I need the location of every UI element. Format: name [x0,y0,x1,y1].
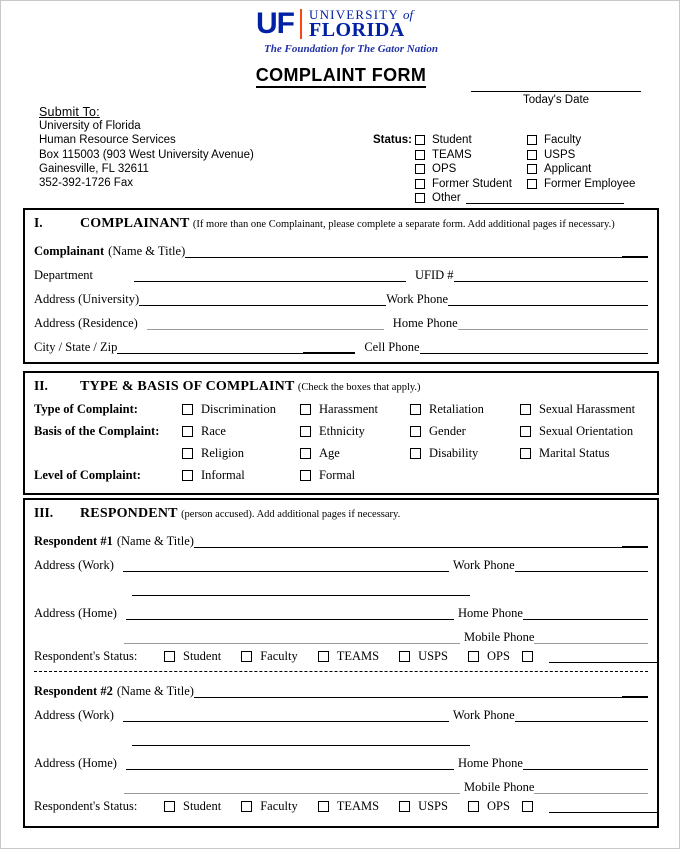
checkbox-icon[interactable] [527,150,537,160]
respondent2-status-checkbox-ops[interactable] [468,799,510,814]
field-row-respondent2-work-address [34,699,648,723]
complainant-name-sublabel: (Name & Title) [108,244,186,258]
checkbox-icon[interactable] [522,651,533,662]
section-1-number: I. [34,215,43,230]
status-checkbox-ops[interactable] [415,163,527,175]
checkbox-icon[interactable] [182,470,193,481]
section-1-title: COMPLAINANT [80,216,190,231]
work-phone-label: Work Phone [386,292,449,306]
checkbox-discrimination[interactable] [182,402,300,417]
field-row-respondent2-mobile [34,771,648,795]
checkbox-icon[interactable] [520,448,531,459]
address-university-label: Address (University) [34,292,140,306]
respondent2-work-address-label: Address (Work) [34,708,114,722]
checkbox-label: Disability [429,445,479,460]
respondent1-status-row [34,645,648,668]
respondent1-name-sublabel: (Name & Title) [116,534,194,548]
respondent1-home-address-label: Address (Home) [34,606,117,620]
status-option-label: Student [432,134,472,147]
respondent1-work-address-label: Address (Work) [34,558,114,572]
status-checkbox-former-employee[interactable] [527,178,635,190]
home-phone-input-line[interactable] [458,316,648,330]
field-row-city-state-zip [34,331,648,355]
status-checkbox-applicant[interactable] [527,163,591,175]
respondent1-status-checkbox-faculty[interactable] [241,649,298,664]
status-other-input-line[interactable] [466,192,624,204]
checkbox-icon[interactable] [300,448,311,459]
respondent1-work-address-input-line-2[interactable] [132,582,470,596]
checkbox-icon[interactable] [520,404,531,415]
uf-logo-row [256,7,446,41]
checkbox-icon[interactable] [415,179,425,189]
checkbox-label: Faculty [260,799,298,813]
status-group [373,133,635,206]
checkbox-icon[interactable] [300,404,311,415]
section-respondent [23,498,659,828]
checkbox-label: Formal [319,467,356,482]
checkbox-icon[interactable] [415,135,425,145]
submit-to-line: Human Resource Services [39,134,176,147]
section-2-heading [34,378,648,395]
respondent1-status-other-input-line[interactable] [549,651,659,663]
respondent1-home-phone-input-line[interactable] [523,606,648,620]
department-label: Department [34,268,94,282]
ufid-label: UFID # [415,268,454,282]
checkbox-icon[interactable] [522,801,533,812]
checkbox-label: TEAMS [336,799,380,813]
checkbox-ethnicity[interactable] [300,424,410,439]
respondent1-work-phone-input-line[interactable] [515,558,648,572]
field-row-address-residence [34,307,648,331]
section-2-note: (Check the boxes that apply.) [297,382,421,393]
status-option-label: Applicant [544,163,592,176]
respondent2-name-input-line-end[interactable] [622,683,648,698]
checkbox-icon[interactable] [527,179,537,189]
status-row [415,177,635,192]
checkbox-label: OPS [486,649,510,663]
field-row-respondent2-work-address-2 [34,723,648,747]
status-option-label: Former Student [432,177,512,190]
checkbox-icon[interactable] [410,426,421,437]
checkbox-label: OPS [486,799,510,813]
respondent1-status-checkbox-ops[interactable] [468,649,510,664]
field-row-respondent1-work-address [34,549,648,573]
page-title [1,65,680,86]
status-row [415,148,635,163]
section-2-title: TYPE & BASIS OF COMPLAINT [80,379,295,394]
checkbox-label: USPS [418,799,448,813]
checkbox-icon[interactable] [410,404,421,415]
checkbox-icon[interactable] [318,651,329,662]
checkbox-informal[interactable] [182,468,300,483]
checkbox-label: USPS [418,649,448,663]
checkbox-retaliation[interactable] [410,402,520,417]
status-label: Status: [373,134,412,146]
respondent1-mobile-phone-input-line[interactable] [534,630,648,644]
checkbox-label: Sexual Orientation [539,423,634,438]
respondent2-work-address-input-line[interactable] [123,708,449,722]
respondent2-status-other-input-line[interactable] [549,801,659,813]
respondent2-home-address-input-line-2[interactable] [124,780,460,794]
uf-monogram: UF [256,7,294,40]
respondent1-status-checkbox-usps[interactable] [399,649,448,664]
checkbox-icon[interactable] [415,150,425,160]
respondent1-status-checkbox-other[interactable] [522,651,659,663]
checkbox-label: Student [183,799,222,813]
checkbox-icon[interactable] [399,801,410,812]
uf-logo [256,7,446,55]
checkbox-icon[interactable] [468,651,479,662]
uf-logo-wordmark [309,8,413,40]
todays-date-field[interactable] [471,91,641,106]
checkbox-disability[interactable] [410,446,520,461]
basis-of-complaint-label: Basis of the Complaint: [34,423,160,438]
uf-logo-university: UNIVERSITY of [309,7,414,22]
field-row-respondent1-name [34,525,648,549]
checkbox-icon[interactable] [164,651,175,662]
status-checkbox-student[interactable] [415,134,527,146]
respondent1-name-input-line[interactable] [194,534,622,548]
checkbox-race[interactable] [182,424,300,439]
submit-to-line: University of Florida [39,120,141,133]
address-residence-input-line[interactable] [147,316,384,330]
checkbox-icon[interactable] [415,164,425,174]
work-phone-input-line[interactable] [448,292,648,306]
respondent1-work-address-input-line[interactable] [123,558,449,572]
respondent1-home-address-input-line[interactable] [126,606,454,620]
section-1-note: (If more than one Complainant, please complete a separate form. Add additional pages if necessary.) [192,219,615,230]
checkbox-icon[interactable] [300,426,311,437]
status-checkbox-other[interactable] [415,192,624,204]
checkbox-label: Gender [429,423,466,438]
checkbox-icon[interactable] [410,448,421,459]
respondent2-mobile-phone-input-line[interactable] [534,780,648,794]
checkbox-label: Student [183,649,222,663]
section-complainant [23,208,659,364]
checkbox-label: Discrimination [201,401,276,416]
checkbox-label: Ethnicity [319,423,365,438]
checkbox-icon[interactable] [527,135,537,145]
checkbox-icon[interactable] [520,426,531,437]
checkbox-icon[interactable] [318,801,329,812]
checkbox-marital-status[interactable] [520,446,609,461]
respondent1-status-checkbox-student[interactable] [164,649,221,664]
cell-phone-input-line[interactable] [420,340,648,354]
respondent2-home-phone-input-line[interactable] [523,756,648,770]
status-checkbox-teams[interactable] [415,149,527,161]
level-of-complaint-label: Level of Complaint: [34,467,141,482]
field-row-respondent1-work-address-2 [34,573,648,597]
respondent2-work-phone-label: Work Phone [452,708,515,722]
field-row-address-university [34,283,648,307]
type-of-complaint-label: Type of Complaint: [34,401,138,416]
submit-to-block [39,105,254,190]
respondent1-home-phone-label: Home Phone [457,606,523,620]
status-options [415,133,635,206]
field-row-respondent1-mobile [34,621,648,645]
submit-to-line: 352-392-1726 Fax [39,177,133,190]
checkbox-icon[interactable] [164,801,175,812]
city-state-zip-label: City / State / Zip [34,340,118,354]
status-checkbox-usps[interactable] [527,149,575,161]
status-checkbox-faculty[interactable] [527,134,581,146]
checkbox-icon[interactable] [241,651,252,662]
status-option-label: Other [432,192,461,205]
respondent1-work-phone-label: Work Phone [452,558,515,572]
section-1-heading [34,215,648,232]
checkbox-label: Sexual Harassment [539,401,636,416]
respondent2-status-label: Respondent's Status: [34,799,138,813]
address-university-input-line[interactable] [139,292,386,306]
checkbox-formal[interactable] [300,468,410,483]
checkbox-label: TEAMS [336,649,380,663]
checkbox-sexual-harassment[interactable] [520,402,635,417]
status-option-label: TEAMS [432,148,472,161]
checkbox-label: Religion [201,445,245,460]
checkbox-sexual-orientation[interactable] [520,424,633,439]
respondent2-status-checkbox-student[interactable] [164,799,221,814]
respondent1-status-checkbox-teams[interactable] [318,649,379,664]
section-3-note: (person accused). Add additional pages if necessary. [181,509,401,520]
checkbox-label: Age [319,445,340,460]
submit-to-heading: Submit To: [39,105,100,119]
respondent2-status-row [34,795,648,818]
respondent2-name-sublabel: (Name & Title) [116,684,194,698]
respondent2-mobile-phone-label: Mobile Phone [464,780,535,794]
field-row-complainant-name [34,235,648,259]
checkbox-gender[interactable] [410,424,520,439]
respondent2-status-checkbox-other[interactable] [522,801,659,813]
todays-date-label: Today's Date [522,94,590,106]
section-3-heading [34,505,648,522]
checkbox-label: Retaliation [429,401,484,416]
status-option-label: Former Employee [544,177,636,190]
respondent2-home-address-input-line[interactable] [126,756,454,770]
city-state-zip-input-line-end[interactable] [303,339,355,354]
checkbox-label: Marital Status [539,445,610,460]
respondent2-status-checkbox-teams[interactable] [318,799,379,814]
complainant-name-input-line[interactable] [185,244,622,258]
respondent1-status-label: Respondent's Status: [34,649,138,663]
complainant-name-input-line-end[interactable] [622,243,648,258]
checkbox-icon[interactable] [182,448,193,459]
complainant-name-label: Complainant [34,244,105,258]
respondent1-name-label: Respondent #1 [34,534,113,548]
checkbox-label: Faculty [260,649,298,663]
submit-to-line: Box 115003 (903 West University Avenue) [39,148,254,161]
status-row [415,191,635,206]
ufid-input-line[interactable] [454,268,648,282]
checkbox-icon[interactable] [468,801,479,812]
respondent2-name-label: Respondent #2 [34,684,113,698]
checkbox-label: Race [201,423,226,438]
respondent2-home-phone-label: Home Phone [457,756,523,770]
respondent2-work-phone-input-line[interactable] [515,708,648,722]
status-checkbox-former-student[interactable] [415,178,527,190]
checkbox-row-type-of-complaint [34,398,648,420]
address-residence-label: Address (Residence) [34,316,138,330]
todays-date-input-line[interactable] [471,91,641,92]
status-row [415,162,635,177]
checkbox-icon[interactable] [399,651,410,662]
checkbox-icon[interactable] [300,470,311,481]
uf-logo-divider-icon [300,9,302,39]
uf-logo-tagline: The Foundation for The Gator Nation [264,43,438,55]
submit-to-line: Gainesville, FL 32611 [39,162,149,175]
respondent1-mobile-phone-label: Mobile Phone [464,630,535,644]
city-state-zip-input-line[interactable] [117,340,303,354]
department-input-line[interactable] [134,268,406,282]
checkbox-icon[interactable] [182,404,193,415]
respondent2-work-address-input-line-2[interactable] [132,732,470,746]
home-phone-label: Home Phone [392,316,458,330]
status-option-label: Faculty [544,134,582,147]
respondent2-status-checkbox-usps[interactable] [399,799,448,814]
checkbox-icon[interactable] [415,193,425,203]
checkbox-label: Harassment [319,401,379,416]
page-title-text: COMPLAINT FORM [256,65,427,88]
checkbox-row-level-of-complaint [34,464,648,486]
respondent1-name-input-line-end[interactable] [622,533,648,548]
checkbox-religion[interactable] [182,446,300,461]
section-3-title: RESPONDENT [80,506,178,521]
respondent2-home-address-label: Address (Home) [34,756,117,770]
checkbox-icon[interactable] [182,426,193,437]
checkbox-row-basis-of-complaint-2 [34,442,648,464]
status-option-label: OPS [432,163,457,176]
field-row-department [34,259,648,283]
respondent1-home-address-input-line-2[interactable] [124,630,460,644]
cell-phone-label: Cell Phone [364,340,420,354]
checkbox-age[interactable] [300,446,410,461]
status-option-label: USPS [544,148,576,161]
status-row [415,133,635,148]
field-row-respondent1-home-address [34,597,648,621]
section-3-number: III. [34,505,54,520]
field-row-respondent2-home-address [34,747,648,771]
respondent2-name-input-line[interactable] [194,684,622,698]
uf-logo-florida: FLORIDA [309,19,405,41]
checkbox-icon[interactable] [527,164,537,174]
respondent2-status-checkbox-faculty[interactable] [241,799,298,814]
checkbox-label: Informal [201,467,245,482]
checkbox-row-basis-of-complaint [34,420,648,442]
checkbox-harassment[interactable] [300,402,410,417]
field-row-respondent2-name [34,675,648,699]
section-2-number: II. [34,378,48,393]
section-type-basis [23,371,659,495]
respondent-separator [34,671,648,672]
checkbox-icon[interactable] [241,801,252,812]
